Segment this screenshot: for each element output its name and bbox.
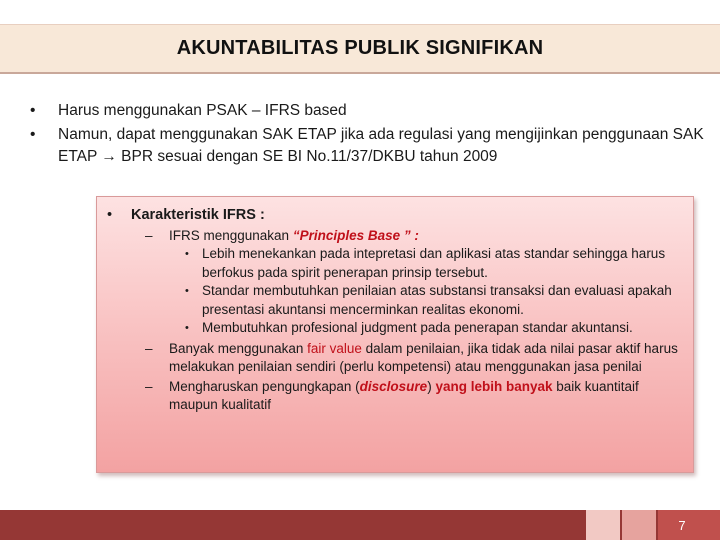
- item-text: baik kuantitaif maupun kualitatif: [169, 378, 639, 412]
- dash-icon: –: [145, 378, 153, 394]
- bullet-icon: •: [185, 322, 189, 334]
- item-text: Banyak menggunakan: [169, 340, 308, 356]
- dash-icon: –: [145, 340, 153, 356]
- box-heading-text: Karakteristik IFRS :: [131, 207, 265, 223]
- sub-item: [105, 282, 690, 319]
- more-disclosure-emphasis: yang lebih banyak: [435, 378, 553, 394]
- bullet-icon: •: [185, 285, 189, 297]
- box-heading: [105, 205, 690, 225]
- item-text: ): [427, 378, 436, 394]
- slide-title: AKUNTABILITAS PUBLIK SIGNIFIKAN: [176, 37, 544, 59]
- bullet-text: Harus menggunakan PSAK – IFRS based: [58, 102, 347, 119]
- main-bullet-list: [28, 100, 708, 170]
- footer-tile: [622, 510, 656, 540]
- page-number: 7: [678, 517, 686, 533]
- disclosure-emphasis: disclosure: [359, 378, 428, 394]
- sub-item: [105, 319, 690, 338]
- bullet-icon: •: [107, 207, 113, 223]
- sub-item-text: Standar membutuhkan penilaian atas substansi transaksi dan evaluasi apakah presentasi akuntansi mencerminkan realitas ekonomi.: [202, 283, 672, 317]
- sub-item-text: Membutuhkan profesional judgment pada penerapan standar akuntansi.: [202, 320, 633, 335]
- bullet-icon: •: [185, 248, 189, 260]
- bullet-item: [28, 124, 708, 168]
- dash-icon: –: [145, 228, 153, 243]
- top-margin: [0, 0, 720, 22]
- item-text: Mengharuskan pengungkapan (: [169, 378, 360, 394]
- arrow-right-icon: →: [101, 148, 117, 165]
- title-band: [0, 24, 720, 74]
- list-item: [105, 378, 690, 414]
- list-item: [105, 340, 690, 376]
- bullet-icon: •: [30, 102, 36, 119]
- sub-item-text: Lebih menekankan pada intepretasi dan aplikasi atas standar sehingga harus berfokus pada spirit penerapan prinsip tersebut.: [202, 246, 666, 280]
- fair-value-emphasis: fair value: [307, 340, 362, 356]
- footer-tile: [586, 510, 620, 540]
- bullet-item: [28, 100, 708, 122]
- sub-item: [105, 245, 690, 282]
- principles-base-emphasis: “Principles Base ” :: [292, 228, 419, 243]
- ifrs-characteristics-box: [96, 196, 694, 473]
- bullet-icon: •: [30, 126, 36, 143]
- item-text: IFRS menggunakan: [169, 228, 293, 243]
- list-item: [105, 227, 690, 245]
- bullet-text: Namun, dapat menggunakan SAK ETAP jika ada regulasi yang mengijinkan penggunaan SAK ETAP → BPR sesuai dengan SE BI No.11/37/DKBU tahun 2009: [58, 126, 704, 165]
- item-text: dalam penilaian, jika tidak ada nilai pasar aktif harus melakukan penilaian sendiri (perlu kompetensi) atau menggunakan jasa penilai: [169, 340, 678, 374]
